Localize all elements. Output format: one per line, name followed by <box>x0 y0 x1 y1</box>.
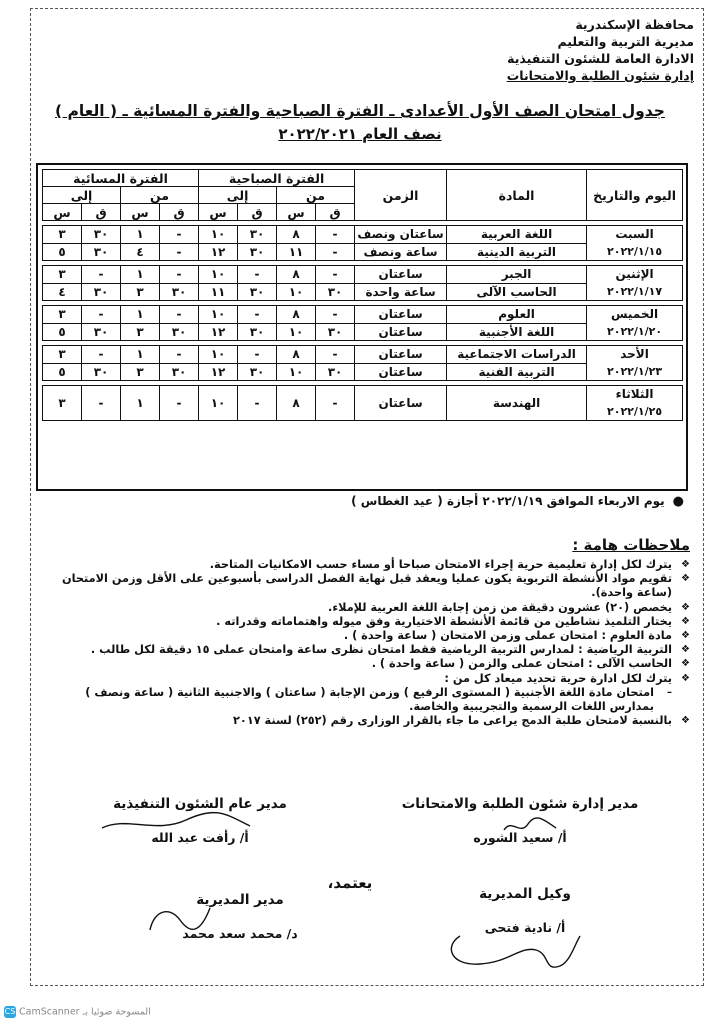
morning-to-hour: ١٢ <box>199 243 238 261</box>
remark-item <box>40 615 690 629</box>
morning-from-min: - <box>316 306 355 324</box>
subject-cell: العلوم <box>447 306 587 324</box>
evening-from-hour: ١ <box>121 306 160 324</box>
evening-to-hour: ٣ <box>43 386 82 421</box>
evening-to-min: ٣٠ <box>82 243 121 261</box>
evening-from-min: - <box>160 266 199 284</box>
duration-cell: ساعة واحدة <box>355 283 447 301</box>
signature-role: مدير إدارة شئون الطلبة والامتحانات <box>401 796 639 812</box>
duration-cell: ساعتان <box>355 386 447 421</box>
evening-from-hour: ١ <box>121 346 160 364</box>
day-cell <box>587 386 683 421</box>
morning-to-min: ٣٠ <box>238 226 277 244</box>
camscanner-logo-icon: CS <box>4 1007 16 1016</box>
evening-to-min: ٣٠ <box>82 283 121 301</box>
morning-from-min: - <box>316 226 355 244</box>
morning-from-min: ٣٠ <box>316 363 355 381</box>
morning-to-min: - <box>238 346 277 364</box>
signature-role: مدير عام الشئون التنفيذية <box>113 796 287 812</box>
day-name: الأحد <box>620 347 649 361</box>
diamond-bullet-icon: ❖ <box>681 715 690 727</box>
evening-from-hour: ٣ <box>121 323 160 341</box>
day-date: ٢٠٢٢/١/٢٥ <box>607 405 663 418</box>
morning-to-min: - <box>238 266 277 284</box>
remark-text: يترك لكل ادارة حرية تحديد ميعاد كل من : <box>444 671 672 685</box>
morning-from-hour: ٨ <box>277 346 316 364</box>
evening-to-hour: ٣ <box>43 346 82 364</box>
remark-item <box>40 601 690 615</box>
morning-to-hour: ١١ <box>199 283 238 301</box>
diamond-bullet-icon: ❖ <box>681 615 690 627</box>
duration-cell: ساعة ونصف <box>355 243 447 261</box>
header-hour: س <box>199 204 238 221</box>
morning-from-hour: ١٠ <box>277 363 316 381</box>
duration-cell: ساعتان <box>355 346 447 364</box>
subject-cell: الهندسة <box>447 386 587 421</box>
signature-name: أ/ نادية فتحى <box>484 920 566 935</box>
remark-item <box>40 629 690 643</box>
table-row <box>43 363 683 381</box>
remark-text: تقويم مواد الأنشطة التربوية يكون عمليا ويعقد قبل نهاية الفصل الدراسى بأسبوعين على الأقل وزمن الامتحان (ساعة واحدة). <box>62 572 672 600</box>
remark-item <box>40 572 690 600</box>
remark-text: يخصص (٢٠) عشرون دقيقة من زمن إجابة اللغة العربية للإملاء. <box>328 600 672 614</box>
day-date: ٢٠٢٢/١/١٥ <box>607 245 663 258</box>
morning-from-hour: ٨ <box>277 306 316 324</box>
evening-from-min: ٣٠ <box>160 323 199 341</box>
evening-from-hour: ١ <box>121 386 160 421</box>
header-evening-to: إلى <box>43 187 121 204</box>
morning-from-min: ٣٠ <box>316 323 355 341</box>
header-min: ق <box>82 204 121 221</box>
evening-from-hour: ٣ <box>121 363 160 381</box>
evening-from-min: - <box>160 386 199 421</box>
day-cell <box>587 306 683 341</box>
diamond-bullet-icon: ❖ <box>681 672 690 684</box>
remark-text: التربية الرياضية : لمدارس التربية الرياضية فقط امتحان نظرى ساعة وامتحان عملى ١٥ دقيقة لكل طالب . <box>90 643 672 657</box>
header-morning-from: من <box>277 187 355 204</box>
morning-from-min: - <box>316 266 355 284</box>
bullet-icon: ● <box>672 494 684 509</box>
diamond-bullet-icon: ❖ <box>681 601 690 613</box>
day-cell <box>587 226 683 261</box>
evening-to-hour: ٥ <box>43 323 82 341</box>
evening-from-min: ٣٠ <box>160 283 199 301</box>
diamond-bullet-icon: ❖ <box>681 630 690 642</box>
evening-from-hour: ١ <box>121 226 160 244</box>
day-cell <box>587 346 683 381</box>
header-day: اليوم والتاريخ <box>587 170 683 221</box>
remarks-title: ملاحظات هامة : <box>572 536 690 554</box>
remark-text: مادة العلوم : امتحان عملى وزمن الامتحان ( ساعة واحدة ) . <box>343 629 672 643</box>
diamond-bullet-icon: ❖ <box>681 573 690 585</box>
dash-icon: – <box>667 686 672 698</box>
morning-to-min: ٣٠ <box>238 363 277 381</box>
table-row <box>43 323 683 341</box>
header-hour: س <box>277 204 316 221</box>
exam-schedule-table <box>42 169 683 421</box>
morning-to-min: ٣٠ <box>238 323 277 341</box>
remark-text: امتحان مادة اللغة الأجنبية ( المستوى الرفيع ) وزمن الإجابة ( ساعتان ) والاجنبية الثانية ( ساعة ونصف ) بمدارس اللغات الرسمية والتجريبية والخاصة. <box>85 685 654 714</box>
duration-cell: ساعتان <box>355 363 447 381</box>
header-evening-from: من <box>121 187 199 204</box>
morning-from-hour: ١٠ <box>277 283 316 301</box>
header-min: ق <box>316 204 355 221</box>
remark-item <box>40 657 690 671</box>
holiday-note <box>351 494 684 509</box>
morning-from-min: ٣٠ <box>316 283 355 301</box>
morning-to-hour: ١٠ <box>199 386 238 421</box>
morning-to-hour: ١٠ <box>199 306 238 324</box>
document-title: جدول امتحان الصف الأول الأعدادى ـ الفترة الصباحية والفترة المسائية ـ ( العام ) <box>55 102 665 120</box>
document-subtitle: نصف العام ٢٠٢٢/٢٠٢١ <box>278 125 442 143</box>
evening-to-min: ٣٠ <box>82 226 121 244</box>
evening-from-hour: ٤ <box>121 243 160 261</box>
day-date: ٢٠٢٢/١/١٧ <box>607 285 663 298</box>
table-row <box>43 266 683 284</box>
remark-item <box>40 643 690 657</box>
diamond-bullet-icon: ❖ <box>681 644 690 656</box>
morning-to-min: ٣٠ <box>238 243 277 261</box>
table-row <box>43 346 683 364</box>
evening-to-hour: ٣ <box>43 306 82 324</box>
evening-from-min: - <box>160 306 199 324</box>
evening-from-hour: ٣ <box>121 283 160 301</box>
evening-to-min: ٣٠ <box>82 323 121 341</box>
header-min: ق <box>160 204 199 221</box>
evening-to-hour: ٣ <box>43 226 82 244</box>
evening-to-min: - <box>82 306 121 324</box>
morning-to-hour: ١٠ <box>199 266 238 284</box>
schedule-table-box <box>36 163 688 491</box>
remark-item <box>40 686 690 714</box>
morning-from-hour: ١١ <box>277 243 316 261</box>
governorate-name: محافظة الإسكندرية <box>575 17 694 32</box>
scanner-watermark <box>4 1006 204 1018</box>
day-name: الإثنين <box>615 267 654 281</box>
remark-item <box>40 558 690 572</box>
day-date: ٢٠٢٢/١/٢٠ <box>607 325 663 338</box>
morning-to-hour: ١٢ <box>199 323 238 341</box>
table-row <box>43 386 683 421</box>
letterhead <box>507 16 694 84</box>
subject-cell: الدراسات الاجتماعية <box>447 346 587 364</box>
morning-from-min: - <box>316 243 355 261</box>
duration-cell: ساعتان <box>355 323 447 341</box>
header-duration: الزمن <box>355 170 447 221</box>
evening-from-hour: ١ <box>121 266 160 284</box>
day-date: ٢٠٢٢/١/٢٣ <box>607 365 663 378</box>
morning-to-min: ٣٠ <box>238 283 277 301</box>
evening-to-min: - <box>82 386 121 421</box>
day-name: السبت <box>615 227 654 241</box>
subject-cell: التربية الدينية <box>447 243 587 261</box>
remark-text: بالنسبة لامتحان طلبة الدمج يراعى ما جاء بالقرار الوزارى رقم (٢٥٢) لسنة ٢٠١٧ <box>233 714 672 728</box>
diamond-bullet-icon: ❖ <box>681 658 690 670</box>
diamond-bullet-icon: ❖ <box>681 559 690 570</box>
subject-cell: اللغة الأجنبية <box>447 323 587 341</box>
holiday-note-text: يوم الاربعاء الموافق ٢٠٢٢/١/١٩ أجازة ( عيد الغطاس ) <box>351 494 665 508</box>
table-row <box>43 226 683 244</box>
morning-from-hour: ٨ <box>277 386 316 421</box>
department-name: إدارة شئون الطلبة والامتحانات <box>506 68 694 83</box>
header-subject: المادة <box>447 170 587 221</box>
evening-to-hour: ٥ <box>43 243 82 261</box>
evening-to-hour: ٥ <box>43 363 82 381</box>
subject-cell: الحاسب الآلى <box>447 283 587 301</box>
header-morning-to: إلى <box>199 187 277 204</box>
signature-role: مدير المديرية <box>196 892 284 908</box>
subject-cell: اللغة العربية <box>447 226 587 244</box>
morning-to-hour: ١٢ <box>199 363 238 381</box>
signature-name: أ/ سعيد الشوره <box>473 830 567 845</box>
morning-from-hour: ٨ <box>277 226 316 244</box>
day-cell <box>587 266 683 301</box>
table-row <box>43 283 683 301</box>
morning-from-min: - <box>316 386 355 421</box>
remark-text: يختار التلميذ نشاطين من قائمة الأنشطة الاختيارية وفق ميوله واهتماماته وقدراته . <box>216 614 672 628</box>
signature-scribble-icon <box>440 906 590 978</box>
subject-cell: التربية الفنية <box>447 363 587 381</box>
morning-to-min: - <box>238 386 277 421</box>
duration-cell: ساعتان ونصف <box>355 226 447 244</box>
evening-to-min: ٣٠ <box>82 363 121 381</box>
subject-cell: الجبر <box>447 266 587 284</box>
evening-to-min: - <box>82 346 121 364</box>
evening-from-min: ٣٠ <box>160 363 199 381</box>
administration-name: الادارة العامة للشئون التنفيذية <box>507 51 694 66</box>
remark-item <box>40 672 690 686</box>
signature-scribble-icon <box>500 814 560 838</box>
duration-cell: ساعتان <box>355 306 447 324</box>
header-evening: الفترة المسائية <box>43 170 199 187</box>
evening-to-hour: ٣ <box>43 266 82 284</box>
duration-cell: ساعتان <box>355 266 447 284</box>
header-hour: س <box>43 204 82 221</box>
watermark-text: CamScanner المسوحة ضوئيا بـ <box>19 1006 151 1018</box>
day-name: الخميس <box>610 307 659 321</box>
header-hour: س <box>121 204 160 221</box>
signature-name: د/ محمد سعد محمد <box>182 926 298 941</box>
directorate-name: مديرية التربية والتعليم <box>557 34 694 49</box>
evening-to-hour: ٤ <box>43 283 82 301</box>
header-min: ق <box>238 204 277 221</box>
morning-from-min: - <box>316 346 355 364</box>
evening-to-min: - <box>82 266 121 284</box>
evening-from-min: - <box>160 226 199 244</box>
morning-to-hour: ١٠ <box>199 226 238 244</box>
evening-from-min: - <box>160 243 199 261</box>
signature-role: وكيل المديرية <box>479 886 571 902</box>
table-row <box>43 306 683 324</box>
approval-label: يعتمد، <box>327 874 373 892</box>
table-row <box>43 243 683 261</box>
day-name: الثلاثاء <box>615 387 654 401</box>
signature-scribble-icon <box>96 808 256 838</box>
remark-text: الحاسب الآلى : امتحان عملى والزمن ( ساعة واحدة ) . <box>371 657 672 671</box>
morning-to-hour: ١٠ <box>199 346 238 364</box>
remarks-list <box>40 558 690 728</box>
header-morning: الفترة الصباحية <box>199 170 355 187</box>
morning-from-hour: ١٠ <box>277 323 316 341</box>
morning-from-hour: ٨ <box>277 266 316 284</box>
evening-from-min: - <box>160 346 199 364</box>
remark-text: يترك لكل إدارة تعليمية حرية إجراء الامتحان صباحا أو مساء حسب الامكانيات المتاحة. <box>209 558 672 571</box>
signature-scribble-icon <box>140 900 220 940</box>
remark-item <box>40 714 690 728</box>
signature-name: أ/ رأفت عبد الله <box>151 830 249 845</box>
morning-to-min: - <box>238 306 277 324</box>
